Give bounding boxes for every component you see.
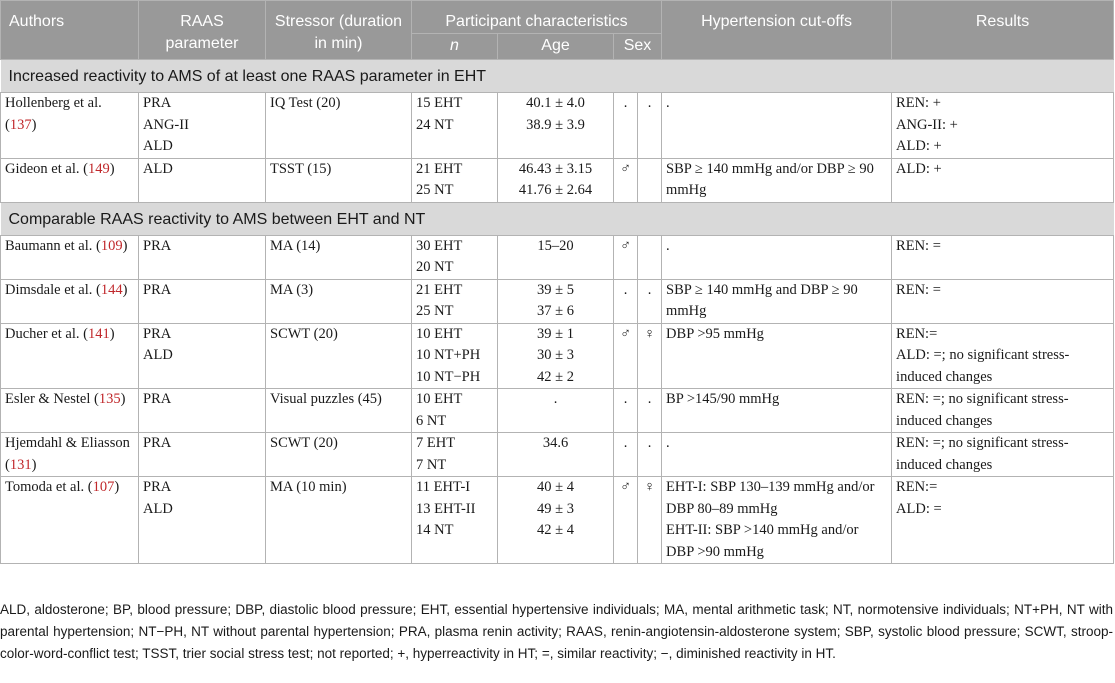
header-results: Results (892, 1, 1114, 60)
reference-link: 149 (87, 160, 110, 177)
cell-n: 21 EHT 25 NT (412, 279, 498, 323)
author-tail: ) (31, 456, 37, 473)
author-name: Ducher et al. ( (5, 325, 88, 342)
cell-authors (1, 323, 139, 389)
cell-n: 21 EHT 25 NT (412, 158, 498, 202)
table-row (1, 235, 1114, 279)
cell-raas: PRA (139, 235, 266, 279)
cell-cutoff: BP >145/90 mmHg (662, 389, 892, 433)
cell-stressor: MA (3) (266, 279, 412, 323)
header-n: n (412, 34, 498, 60)
cell-sex-female (638, 158, 662, 202)
cell-stressor: SCWT (20) (266, 323, 412, 389)
cell-results: REN:= ALD: =; no significant stress-induced changes (892, 323, 1114, 389)
cell-raas: PRA (139, 279, 266, 323)
cell-stressor: IQ Test (20) (266, 93, 412, 159)
cell-n: 7 EHT 7 NT (412, 433, 498, 477)
author-tail: ) (120, 391, 126, 407)
reference-link: 135 (98, 391, 121, 407)
cell-authors (1, 477, 139, 564)
cell-stressor: Visual puzzles (45) (266, 389, 412, 433)
cell-stressor: TSST (15) (266, 158, 412, 202)
cell-n: 15 EHT 24 NT (412, 93, 498, 159)
author-name: Hjemdahl & Eliasson ( (5, 435, 130, 473)
cell-sex-female: . (638, 279, 662, 323)
cell-authors (1, 389, 139, 433)
reference-link: 144 (100, 281, 123, 298)
cell-authors (1, 433, 139, 477)
table-row (1, 323, 1114, 389)
author-name: Tomoda et al. ( (5, 479, 93, 495)
cell-stressor: MA (10 min) (266, 477, 412, 564)
table-row (1, 279, 1114, 323)
table-row (1, 433, 1114, 477)
reference-link: 141 (87, 325, 110, 342)
header-age: Age (498, 34, 614, 60)
cell-raas: ALD (139, 158, 266, 202)
cell-sex-male: . (614, 433, 638, 477)
cell-raas: PRA ANG-II ALD (139, 93, 266, 159)
cell-sex-male: ♂ (614, 158, 638, 202)
cell-sex-male: . (614, 389, 638, 433)
header-participant: Participant characteristics (412, 1, 662, 34)
cell-authors (1, 279, 139, 323)
cell-raas: PRA ALD (139, 323, 266, 389)
cell-cutoff: . (662, 235, 892, 279)
table-footnote (0, 599, 1113, 665)
cell-results: REN: = (892, 279, 1114, 323)
cell-age: 40 ± 4 49 ± 3 42 ± 4 (498, 477, 614, 564)
cell-sex-male: ♂ (614, 477, 638, 564)
cell-sex-male: ♂ (614, 235, 638, 279)
cell-authors (1, 158, 139, 202)
author-name: Baumann et al. ( (5, 237, 101, 254)
table-row (1, 477, 1114, 564)
header-authors: Authors (1, 1, 139, 60)
cell-age: 34.6 (498, 433, 614, 477)
reference-link: 137 (9, 116, 32, 133)
cell-age: . (498, 389, 614, 433)
cell-sex-female: ♀ (638, 477, 662, 564)
cell-sex-female: . (638, 389, 662, 433)
header-raas: RAAS parameter (139, 1, 266, 60)
table-row (1, 93, 1114, 159)
cell-n: 11 EHT-I 13 EHT-II 14 NT (412, 477, 498, 564)
cell-raas: PRA ALD (139, 477, 266, 564)
section-title: Comparable RAAS reactivity to AMS between EHT and NT (1, 202, 1114, 235)
cell-n: 10 EHT 6 NT (412, 389, 498, 433)
header-cutoffs: Hypertension cut-offs (662, 1, 892, 60)
cell-results: REN: =; no significant stress-induced changes (892, 389, 1114, 433)
cell-age: 15–20 (498, 235, 614, 279)
cell-authors (1, 93, 139, 159)
cell-cutoff: . (662, 433, 892, 477)
reference-link: 131 (9, 456, 32, 473)
author-name: Esler & Nestel ( (5, 391, 99, 407)
cell-results: ALD: + (892, 158, 1114, 202)
cell-results: REN:= ALD: = (892, 477, 1114, 564)
cell-sex-male: . (614, 279, 638, 323)
cell-results: REN: =; no significant stress-induced changes (892, 433, 1114, 477)
cell-sex-male: ♂ (614, 323, 638, 389)
reference-link: 107 (92, 479, 115, 495)
cell-sex-female: . (638, 433, 662, 477)
cell-cutoff: SBP ≥ 140 mmHg and/or DBP ≥ 90 mmHg (662, 158, 892, 202)
footnote-text: ALD, aldosterone; BP, blood pressure; DBP, diastolic blood pressure; EHT, essential hypertensive individuals; MA, mental arithmetic task; NT, normotensive individuals; NT+PH, NT with parental hypertension; NT−PH, NT without parental hypertension; PRA, plasma renin activity; RAAS, renin-angiotensin-aldosterone system; SBP, systolic blood pressure; SCWT, stroop-color-word-conflict test; TSST, trier social stress test; not reported; +, hyperreactivity in HT; =, similar reactivity; −, diminished reactivity in HT. (0, 602, 1113, 661)
cell-age: 46.43 ± 3.15 41.76 ± 2.64 (498, 158, 614, 202)
cell-results: REN: = (892, 235, 1114, 279)
table-body (1, 60, 1114, 564)
cell-cutoff: DBP >95 mmHg (662, 323, 892, 389)
author-name: Gideon et al. ( (5, 160, 88, 177)
cell-age: 39 ± 5 37 ± 6 (498, 279, 614, 323)
reference-link: 109 (100, 237, 123, 254)
cell-sex-female (638, 235, 662, 279)
table-row (1, 389, 1114, 433)
author-tail: ) (109, 160, 115, 177)
author-tail: ) (31, 116, 37, 133)
header-stressor: Stressor (duration in min) (266, 1, 412, 60)
cell-raas: PRA (139, 433, 266, 477)
cell-raas: PRA (139, 389, 266, 433)
cell-cutoff: . (662, 93, 892, 159)
cell-stressor: MA (14) (266, 235, 412, 279)
author-tail: ) (109, 325, 115, 342)
cell-age: 40.1 ± 4.0 38.9 ± 3.9 (498, 93, 614, 159)
cell-stressor: SCWT (20) (266, 433, 412, 477)
section-header-row (1, 60, 1114, 93)
cell-age: 39 ± 1 30 ± 3 42 ± 2 (498, 323, 614, 389)
cell-cutoff: EHT-I: SBP 130–139 mmHg and/or DBP 80–89 mmHg EHT-II: SBP >140 mmHg and/or DBP >90 mmHg (662, 477, 892, 564)
section-title: Increased reactivity to AMS of at least one RAAS parameter in EHT (1, 60, 1114, 93)
section-header-row (1, 202, 1114, 235)
table-row (1, 158, 1114, 202)
author-tail: ) (122, 281, 128, 298)
cell-sex-female: ♀ (638, 323, 662, 389)
cell-n: 10 EHT 10 NT+PH 10 NT−PH (412, 323, 498, 389)
header-sex: Sex (614, 34, 662, 60)
author-tail: ) (114, 479, 120, 495)
cell-cutoff: SBP ≥ 140 mmHg and DBP ≥ 90 mmHg (662, 279, 892, 323)
cell-sex-female: . (638, 93, 662, 159)
cell-results: REN: + ANG-II: + ALD: + (892, 93, 1114, 159)
author-tail: ) (122, 237, 128, 254)
cell-sex-male: . (614, 93, 638, 159)
cell-authors (1, 235, 139, 279)
author-name: Dimsdale et al. ( (5, 281, 101, 298)
author-name: Hollenberg et al. ( (5, 95, 102, 133)
table-header (1, 1, 1114, 60)
cell-n: 30 EHT 20 NT (412, 235, 498, 279)
